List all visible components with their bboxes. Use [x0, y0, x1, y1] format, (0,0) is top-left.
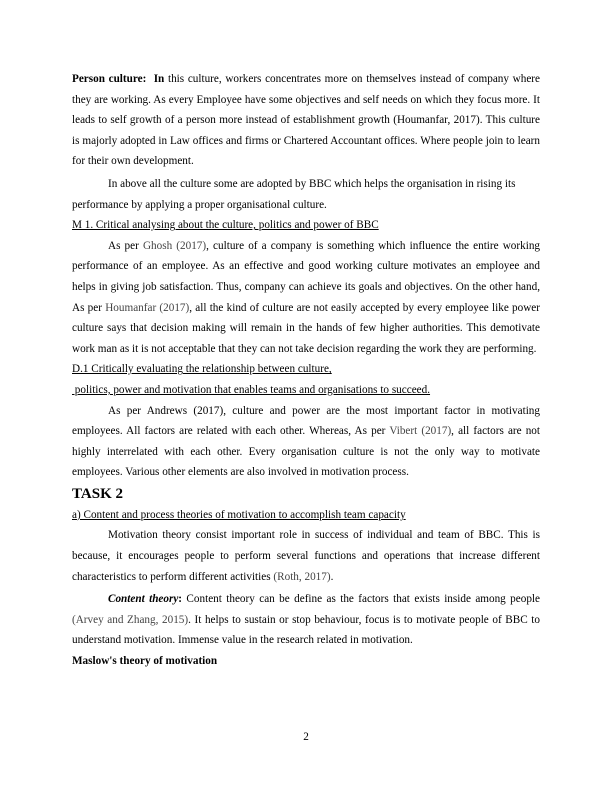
- citation-ghosh: Ghosh (2017): [142, 239, 207, 252]
- task2-title: TASK 2: [72, 485, 123, 502]
- person-culture-heading: Person culture:: [72, 73, 147, 85]
- citation-roth: (Roth, 2017): [273, 570, 331, 583]
- citation-houmanfar: Houmanfar (2017): [105, 301, 190, 314]
- d1-text-b: , all factors are not highly interrelated with each other. Every organisation culture is not the only way to motivate employees. Various other elements are also involved in motivation process.: [72, 425, 541, 479]
- m1-paragraph: [72, 236, 540, 360]
- content-text-b: . It helps to sustain or stop behaviour, focus is to motivate people of BBC to understand motivation. Immense value in the research related in motivation.: [72, 613, 540, 647]
- motivation-text-a: Motivation theory consist important role in success of individual and team of BBC. This is because, it encourages people to perform several functions and operations that increase different characteristics to perform different activities: [72, 529, 540, 583]
- motivation-text-b: .: [330, 570, 334, 583]
- content-text-a: Content theory can be define as the factors that exists inside among people: [182, 593, 541, 606]
- m1-text-a: As per: [108, 239, 143, 252]
- person-culture-paragraph: [72, 69, 540, 172]
- content-theory-paragraph: [72, 589, 540, 651]
- m1-text-b: , culture of a company is something which influence the entire working performance of an employee. As an effective and good working culture motivates an employee and helps in giving job satisfaction. Thus, company can achieve its goals and objectives. On the other hand, As per: [72, 239, 541, 314]
- m1-heading: M 1. Critical analysing about the culture, politics and power of BBC: [72, 219, 379, 232]
- motivation-theory-paragraph: [72, 525, 540, 587]
- content-theory-label: Content theory: [108, 593, 179, 606]
- maslow-heading: Maslow's theory of motivation: [72, 655, 218, 668]
- citation-arvey-zhang: (Arvey and Zhang, 2015): [72, 613, 189, 626]
- bbc-culture-paragraph: In above all the culture some are adopted by BBC which helps the organisation in rising its performance by applying a proper organisational culture.: [72, 177, 516, 211]
- d1-text-a: As per Andrews (2017), culture and power are the most important factor in motivating employees. All factors are related with each other. Whereas, As per: [72, 404, 540, 438]
- person-culture-text: this culture, workers concentrates more on themselves instead of company where they are working. As every Employee have some objectives and self needs on which they focus more. It leads to self growth of a person more instead of establishment growth (Houmanfar, 2017). This culture is majorly adopted in Law offices and firms or Chartered Accountant offices. Where people join to learn for their own development.: [72, 73, 541, 168]
- d1-heading-line2: politics, power and motivation that enables teams and organisations to succeed.: [72, 383, 431, 396]
- citation-vibert: Vibert (2017): [389, 425, 452, 438]
- m1-text-c: , all the kind of culture are not easily accepted by every employee like power culture says that decision making will remain in the hands of few higher authorities. This demotivate work man as it is not acceptable that they can not take decision regarding the work they are performing.: [72, 301, 540, 355]
- page-content: [72, 69, 540, 672]
- person-culture-lead: In: [153, 73, 165, 85]
- d1-paragraph: [72, 401, 540, 483]
- content-theory-colon: :: [178, 593, 183, 606]
- page-number: 2: [303, 731, 309, 743]
- task2-subheading: a) Content and process theories of motivation to accomplish team capacity: [72, 508, 406, 521]
- d1-heading-line1: D.1 Critically evaluating the relationship between culture,: [72, 363, 332, 376]
